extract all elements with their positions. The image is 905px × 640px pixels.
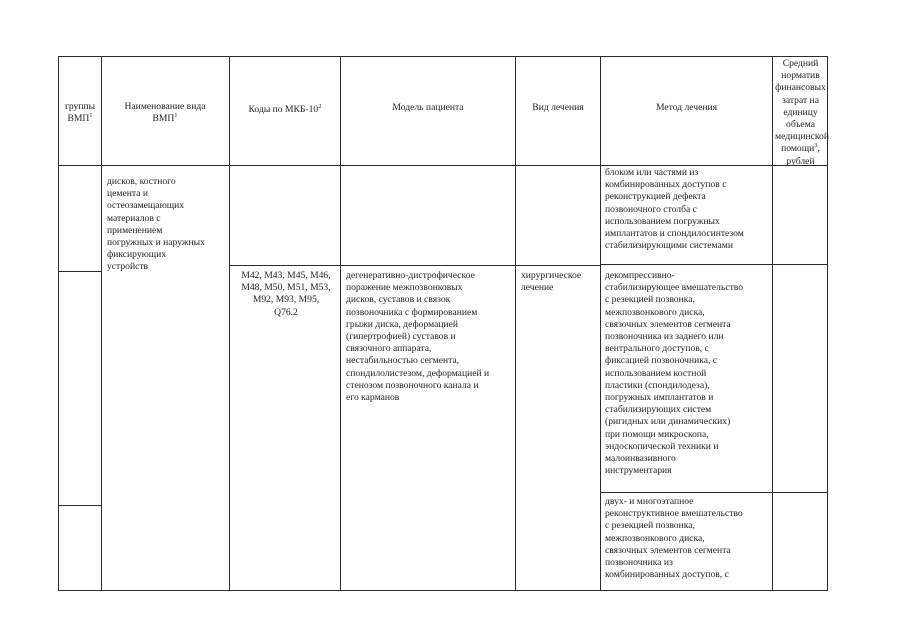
header-icd-codes: Коды по МКБ-$10^2$ (248, 102, 322, 115)
cell-vmp-name-continued: дисков, костного цемента и остеозамещающих материалов с применением погружных и наружных фиксирующих устройств (107, 176, 205, 273)
cell-treatment-type: хирургическое лечение (521, 270, 582, 294)
cell-method-continued: блоком или частями из комбинированных доступов с реконструкцией дефекта позвоночного столба с использованием погружных имплантатов и спондилосинтезом стабилизирующими системами (605, 167, 744, 252)
cell-icd-codes: M42, M43, M45, M46, M48, M50, M51, M53, M92, M93, M95, Q76.2 (241, 270, 331, 318)
row-line-group-col-2 (58, 505, 102, 506)
row-line-method-1 (600, 264, 828, 265)
header-treatment-method: Метод лечения (655, 102, 718, 113)
cell-method-decompressive: декомпрессивно- стабилизирующее вмешательство с резекцией позвонка, межпозвонкового диска, связочных элементов сегмента позвоночника из заднего или вентрального доступов, с фиксацией позвоночника, с использованием костной пластики (спондилодеза), погружных имплантатов и стабилизирующих систем (ригидных или динамических) при помощи микроскопа, эндоскопической техники и малоинвазивного инструментария (605, 270, 744, 477)
header-average-cost: Средний норматив финансовых затрат на единицу объема медицинской помощи$^3$, рублей (775, 58, 829, 167)
row-line-group-col-1 (58, 271, 102, 272)
column-line-5 (600, 56, 601, 590)
column-line-3 (340, 56, 341, 590)
header-name-vmp: Наименование вида ВМП$^1$ (124, 101, 206, 125)
column-line-6 (772, 56, 773, 590)
cell-patient-model: дегенеративно-дистрофическое поражение межпозвонковых дисков, суставов и связок позвоночника с формированием грыжи диска, деформацией (гипертрофией) суставов и связочного аппарата, нестабильностью сегмента, спондилолистезом, деформацией и стенозом позвоночного канала и его карманов (346, 270, 490, 404)
row-line-codes-to-type (229, 265, 600, 266)
column-line-1 (101, 56, 102, 590)
table-border-bottom (58, 590, 828, 591)
header-patient-model: Модель пациента (392, 102, 464, 113)
column-line-0 (58, 56, 59, 590)
table-border-top (58, 56, 828, 57)
header-bottom-line (58, 165, 828, 166)
cell-method-multistage: двух- и многоэтапное реконструктивное вмешательство с резекцией позвонка, межпозвонкового диска, связочных элементов сегмента позвоночника из комбинированных доступов, с (605, 496, 743, 581)
column-line-2 (229, 56, 230, 590)
header-group-vmp: группы ВМП$^1$ (64, 101, 96, 125)
header-treatment-type: Вид лечения (532, 102, 584, 113)
row-line-method-2 (600, 492, 828, 493)
